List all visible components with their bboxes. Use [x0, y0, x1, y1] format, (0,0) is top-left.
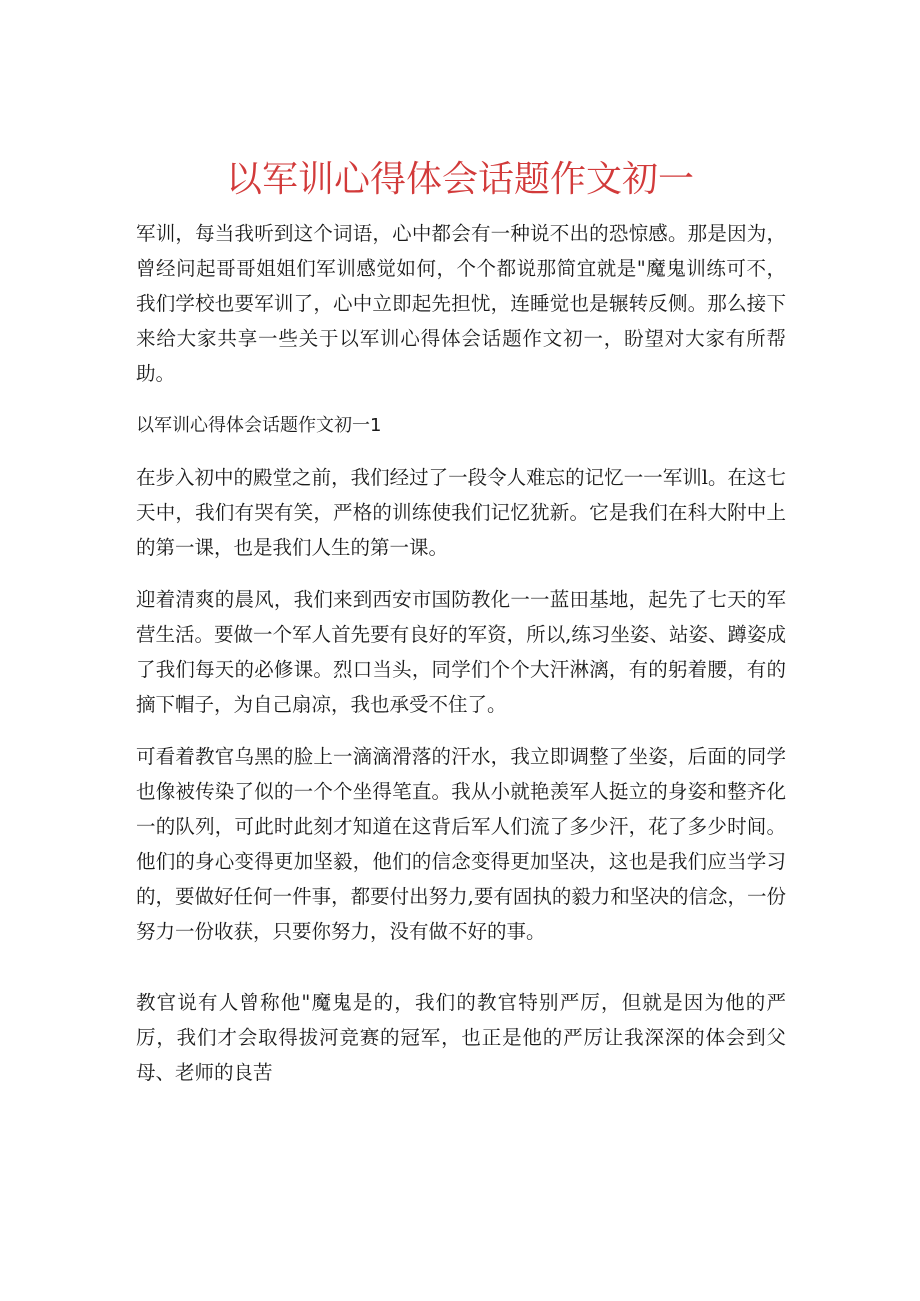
paragraph-training: 迎着清爽的晨风，我们来到西安市国防教化一一蓝田基地，起先了七天的军营生活。要做一个军人首先要有良好的军资，所以,练习坐姿、站姿、蹲姿成了我们每天的必修课。烈口当头，同学们个个大汗淋漓，有的躬着腰，有的摘下帽子，为自己扇凉，我也承受不住了。	[136, 588, 786, 716]
paragraph-strict-instructor: 教官说有人曾称他"魔鬼是的，我们的教官特别严厉，但就是因为他的严厉，我们才会取得拔河竞赛的冠军，也正是他的严厉让我深深的体会到父母、老师的良苦	[136, 991, 786, 1084]
document-body	[136, 216, 786, 1107]
document-title: 以军训心得体会话题作文初一	[225, 159, 694, 201]
section-heading: 以军训心得体会话题作文初一1	[136, 415, 382, 436]
paragraph-instructor-sweat: 可看着教官乌黑的脸上一滴滴滑落的汗水，我立即调整了坐姿，后面的同学也像被传染了似的一个个坐得笔直。我从小就艳羡军人挺立的身姿和整齐化一的队列，可此时此刻才知道在这背后军人们流了多少汗，花了多少时间。他们的身心变得更加坚毅，他们的信念变得更加坚决，这也是我们应当学习的，要做好任何一件事，都要付出努力,要有固执的毅力和坚决的信念，一份努力一份收获，只要你努力，没有做不好的事。	[136, 745, 786, 943]
paragraph-first-lesson: 在步入初中的殿堂之前，我们经过了一段令人难忘的记忆一一军训l。在这七天中，我们有哭有笑，严格的训练使我们记忆犹新。它是我们在科大附中上的第一课，也是我们人生的第一课。	[136, 466, 786, 559]
paragraph-intro: 军训，每当我听到这个词语，心中都会有一种说不出的恐惊感。那是因为，曾经问起哥哥姐姐们军训感觉如何，个个都说那简宜就是"魔鬼训练可不，我们学校也要军训了，心中立即起先担忧，连睡觉也是辗转反侧。那么接下来给大家共享一些关于以军训心得体会话题作文初一，盼望对大家有所帮助。	[136, 222, 786, 385]
